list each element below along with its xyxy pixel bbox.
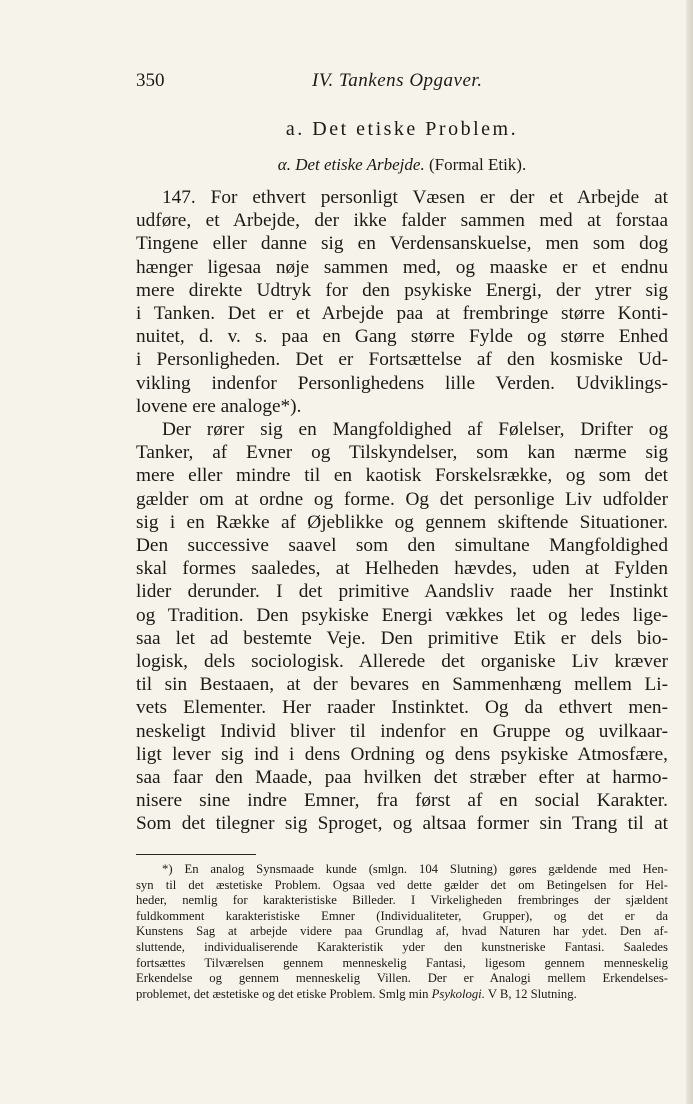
body-line: 147. For ethvert personligt Væsen er der et Arbejde at	[162, 187, 668, 208]
subsection-label: α. Det etiske Arbejde.	[277, 155, 425, 174]
body-line: i Personligheden. Det er Fortsættelse af den kosmiske Ud-	[136, 349, 668, 371]
body-line: Tanker, af Evner og Tilskyndelser, som kan nærme sig	[136, 442, 668, 464]
footnote-line: syn til det æstetiske Problem. Ogsaa ved dette gælder det om Betingelsen for Hel-	[136, 877, 668, 892]
chapter-title: IV. Tankens Opgaver.	[312, 70, 483, 91]
body-line: Tingene eller danne sig en Verdensanskuelse, men som dog	[136, 233, 668, 255]
body-line: vets Elementer. Her raader Instinktet. Og da ethvert men-	[136, 697, 668, 719]
body-line: til sin Bestaaen, at der bevares en Sammenhæng mellem Li-	[136, 674, 668, 696]
body-line: lider derunder. I det primitive Aandsliv raade her Instinkt	[136, 581, 668, 603]
body-line: Der rører sig en Mangfoldighed af Følelser, Drifter og	[162, 419, 668, 441]
body-line: sig i en Række af Øjeblikke og gennem skiftende Situationer.	[136, 511, 668, 533]
body-line: hænger ligesaa nøje sammen med, og maaske er et endnu	[136, 256, 668, 278]
body-line: neskeligt Individ bliver til indenfor en Gruppe og uvilkaar-	[136, 720, 668, 742]
page-edge-shadow	[686, 0, 693, 1104]
body-text	[136, 186, 668, 836]
footnote-line: fortsættes Tilværelsen gennem menneskelig Fantasi, ligesom gennem menneskelig	[136, 955, 668, 970]
body-line: logisk, dels sociologisk. Allerede det organiske Liv kræver	[136, 651, 668, 673]
body-line: mere eller mindre til en kaotisk Forskelsrække, og som det	[136, 465, 668, 487]
footnote-line: heder, nemlig for karakteristiske Billeder. I Virkeligheden frembringes der sjældent	[136, 893, 668, 908]
footnote-line: fuldkomment karakteristiske Emner (Individualiteter, Grupper), og det er da	[136, 908, 668, 923]
body-line: skal formes saaledes, at Helheden hævdes, uden at Fylden	[136, 558, 668, 580]
body-line: lovene ere analoge*).	[136, 395, 302, 417]
body-line: nisere sine indre Emner, fra først af en social Karakter.	[136, 790, 668, 812]
body-line: saa let ad bestemte Veje. Den primitive Etik er dels bio-	[136, 627, 668, 649]
running-head	[136, 70, 668, 96]
body-line: saa faar den Maade, paa hvilken det stræber efter at harmo-	[136, 767, 668, 789]
footnote	[136, 862, 668, 1002]
footnote-line: Erkendelse og gennem menneskelig Villen. Der er Analogi mellem Erkendelses-	[136, 971, 668, 986]
body-line: ligt lever sig ind i dens Ordning og dens psykiske Atmosfære,	[136, 743, 668, 765]
footnote-line: Kunstens Sag at arbejde videre paa Grundlag af, hvad Naturen har ydet. Den af-	[136, 924, 668, 939]
body-line: vikling indenfor Personlighedens lille Verden. Udviklings-	[136, 372, 668, 394]
body-line: Som det tilegner sig Sproget, og altsaa former sin Trang til at	[136, 813, 668, 835]
body-line: mere direkte Udtryk for den psykiske Energi, der ytrer sig	[136, 279, 668, 301]
footnote-text: problemet, det æstetiske og det etiske Problem. Smlg min	[136, 986, 429, 1001]
footnote-line-final	[136, 987, 668, 1003]
body-line: i Tanken. Det er et Arbejde paa at frembringe større Konti-	[136, 303, 668, 325]
footnote-ref-tail: V B, 12 Slutning.	[487, 986, 577, 1001]
body-line: og Tradition. Den psykiske Energi vækkes let og ledes lige-	[136, 604, 668, 626]
footnote-line: *) En analog Synsmaade kunde (smlgn. 104 Slutning) gøres gældende med Hen-	[162, 862, 668, 876]
body-line: udføre, et Arbejde, der ikke falder sammen med at forstaa	[136, 210, 668, 232]
page-number: 350	[136, 70, 165, 91]
subsection-heading	[136, 155, 668, 175]
body-line: Den successive saavel som den simultane Mangfoldighed	[136, 535, 668, 557]
footnote-line: sluttende, individualiserende Karakteristik yder den kunstneriske Fantasi. Saaledes	[136, 939, 668, 954]
body-line: gælder om at ordne og forme. Og det personlige Liv udfolder	[136, 488, 668, 510]
footnote-rule	[136, 854, 256, 855]
body-line: nuitet, d. v. s. paa en Gang større Fylde og større Enhed	[136, 326, 668, 348]
subsection-suffix: (Formal Etik).	[428, 155, 527, 174]
footnote-ref-title: Psykologi.	[431, 986, 485, 1001]
section-heading: a. Det etiske Problem.	[285, 118, 519, 140]
